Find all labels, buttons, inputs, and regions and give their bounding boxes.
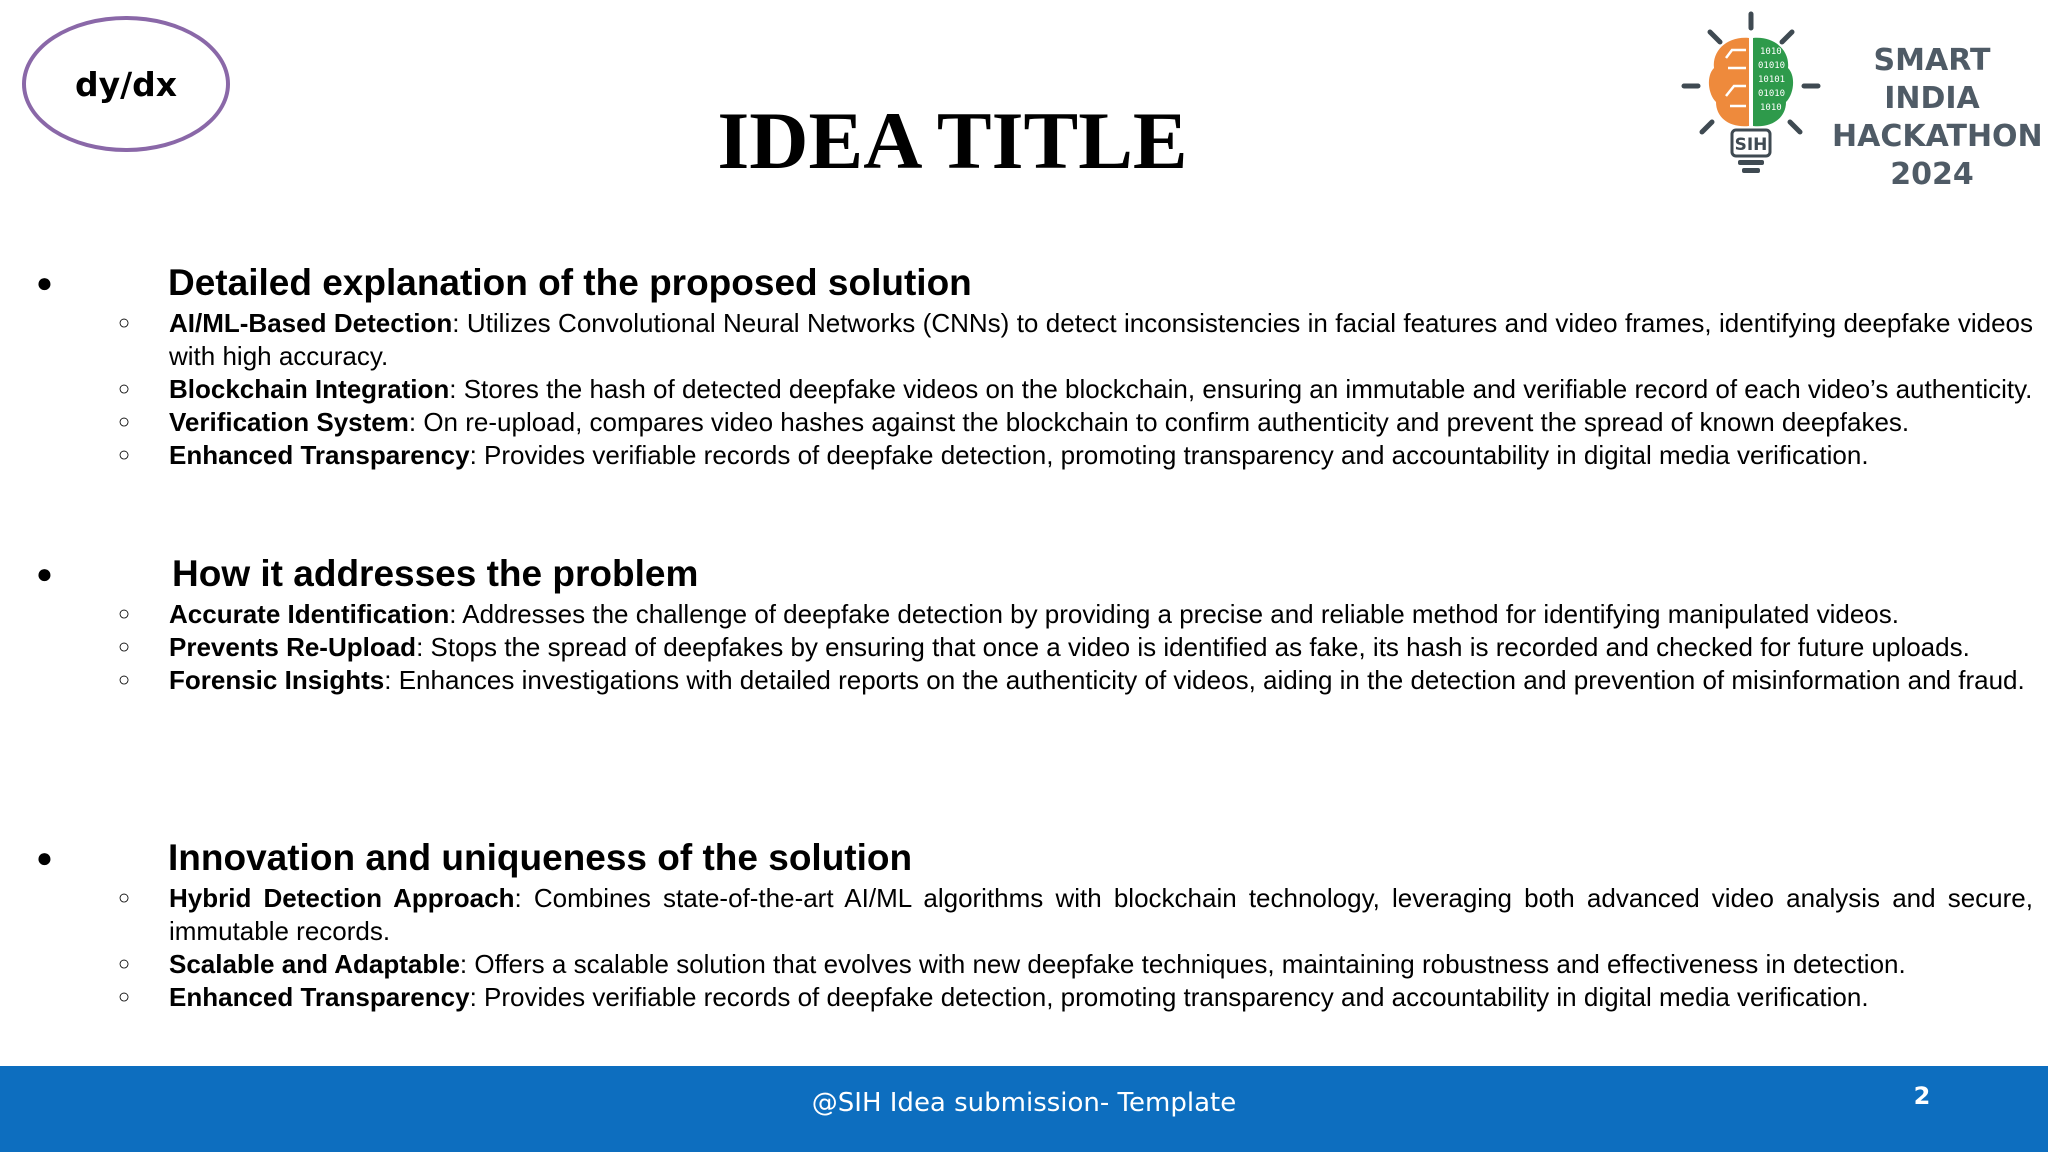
item-term: AI/ML-Based Detection [169, 308, 453, 338]
sub-bullet: ○ [118, 411, 131, 433]
list-item-text [169, 439, 2033, 472]
list-item-text [169, 882, 2033, 948]
list-item-text [169, 664, 2033, 697]
svg-text:1010: 1010 [1760, 103, 1782, 113]
item-term: Prevents Re-Upload [169, 632, 417, 662]
logo-line-2: HACKATHON [1832, 119, 2043, 154]
item-description: : Stops the spread of deepfakes by ensuring that once a video is identified as fake, its hash is recorded and checked for future uploads. [416, 632, 1970, 662]
section-heading: How it addresses the problem [172, 553, 699, 594]
list-item [0, 406, 2048, 439]
section-heading: Detailed explanation of the proposed solution [168, 262, 972, 303]
sub-bullet: ○ [118, 887, 131, 909]
logo-text [1832, 42, 2043, 194]
list-item-text [169, 598, 2033, 631]
item-term: Accurate Identification [169, 599, 450, 629]
svg-text:01010: 01010 [1758, 61, 1786, 71]
item-term: Verification System [169, 407, 409, 437]
item-term: Scalable and Adaptable [169, 949, 460, 979]
list-item-text [169, 406, 2033, 439]
sub-bullet: ○ [118, 636, 131, 658]
item-description: : Addresses the challenge of deepfake detection by providing a precise and reliable method for identifying manipulated videos. [449, 599, 1899, 629]
list-item-text [169, 981, 2033, 1014]
item-description: : Enhances investigations with detailed reports on the authenticity of videos, aiding in the detection and prevention of misinformation and fraud. [384, 665, 2025, 695]
svg-text:01010: 01010 [1758, 89, 1786, 99]
slide-title: IDEA TITLE [717, 95, 1188, 186]
sub-bullet: ○ [118, 986, 131, 1008]
list-item [0, 307, 2048, 373]
sub-bullet: ○ [118, 603, 131, 625]
item-description: : Provides verifiable records of deepfake detection, promoting transparency and accountability in digital media verification. [469, 982, 1869, 1012]
section-bullet: ● [36, 558, 53, 589]
list-item [0, 598, 2048, 631]
list-item [0, 439, 2048, 472]
logo-badge: SIH [1734, 135, 1768, 155]
list-item [0, 948, 2048, 981]
item-description: : Provides verifiable records of deepfake detection, promoting transparency and accountability in digital media verification. [469, 440, 1869, 470]
section-items [0, 307, 2048, 472]
svg-text:10101: 10101 [1758, 75, 1786, 85]
section-items [0, 882, 2048, 1014]
item-description: : Utilizes Convolutional Neural Networks (CNNs) to detect inconsistencies in facial features and video frames, identifying deepfake videos with high accuracy. [169, 308, 2033, 371]
list-item [0, 981, 2048, 1014]
list-item-text [169, 373, 2033, 406]
list-item [0, 373, 2048, 406]
lightbulb-brain-icon [1676, 10, 1826, 186]
sub-bullet: ○ [118, 444, 131, 466]
item-term: Enhanced Transparency [169, 440, 470, 470]
sub-bullet: ○ [118, 378, 131, 400]
sub-bullet: ○ [118, 669, 131, 691]
item-description: : On re-upload, compares video hashes against the blockchain to confirm authenticity and prevent the spread of known deepfakes. [408, 407, 1910, 437]
section-bullet: ● [36, 267, 53, 298]
list-item [0, 631, 2048, 664]
logo-line-3: 2024 [1890, 157, 1974, 192]
item-term: Enhanced Transparency [169, 982, 470, 1012]
list-item [0, 882, 2048, 948]
item-description: : Combines state-of-the-art AI/ML algorithms with blockchain technology, leveraging both advanced video analysis and secure, immutable records. [169, 883, 2033, 946]
item-term: Forensic Insights [169, 665, 385, 695]
list-item-text [169, 948, 2033, 981]
list-item-text [169, 631, 2033, 664]
item-term: Blockchain Integration [169, 374, 450, 404]
sub-bullet: ○ [118, 953, 131, 975]
footer-text: @SIH Idea submission- Template [811, 1088, 1237, 1118]
page-number: 2 [1913, 1082, 1931, 1110]
sub-bullet: ○ [118, 312, 131, 334]
item-description: : Stores the hash of detected deepfake videos on the blockchain, ensuring an immutable and verifiable record of each video’s authenticity. [449, 374, 2033, 404]
svg-text:1010: 1010 [1760, 47, 1782, 57]
sih-logo [1676, 10, 2043, 192]
section-items [0, 598, 2048, 697]
list-item-text [169, 307, 2033, 373]
team-name: dy/dx [74, 64, 178, 104]
item-term: Hybrid Detection Approach [169, 883, 515, 913]
item-description: : Offers a scalable solution that evolves with new deepfake techniques, maintaining robustness and effectiveness in detection. [459, 949, 1906, 979]
footer-bar [0, 1066, 2048, 1152]
list-item [0, 664, 2048, 697]
logo-line-1: SMART INDIA [1873, 43, 1991, 116]
section-heading: Innovation and uniqueness of the solution [168, 837, 913, 878]
section-bullet: ● [36, 842, 53, 873]
